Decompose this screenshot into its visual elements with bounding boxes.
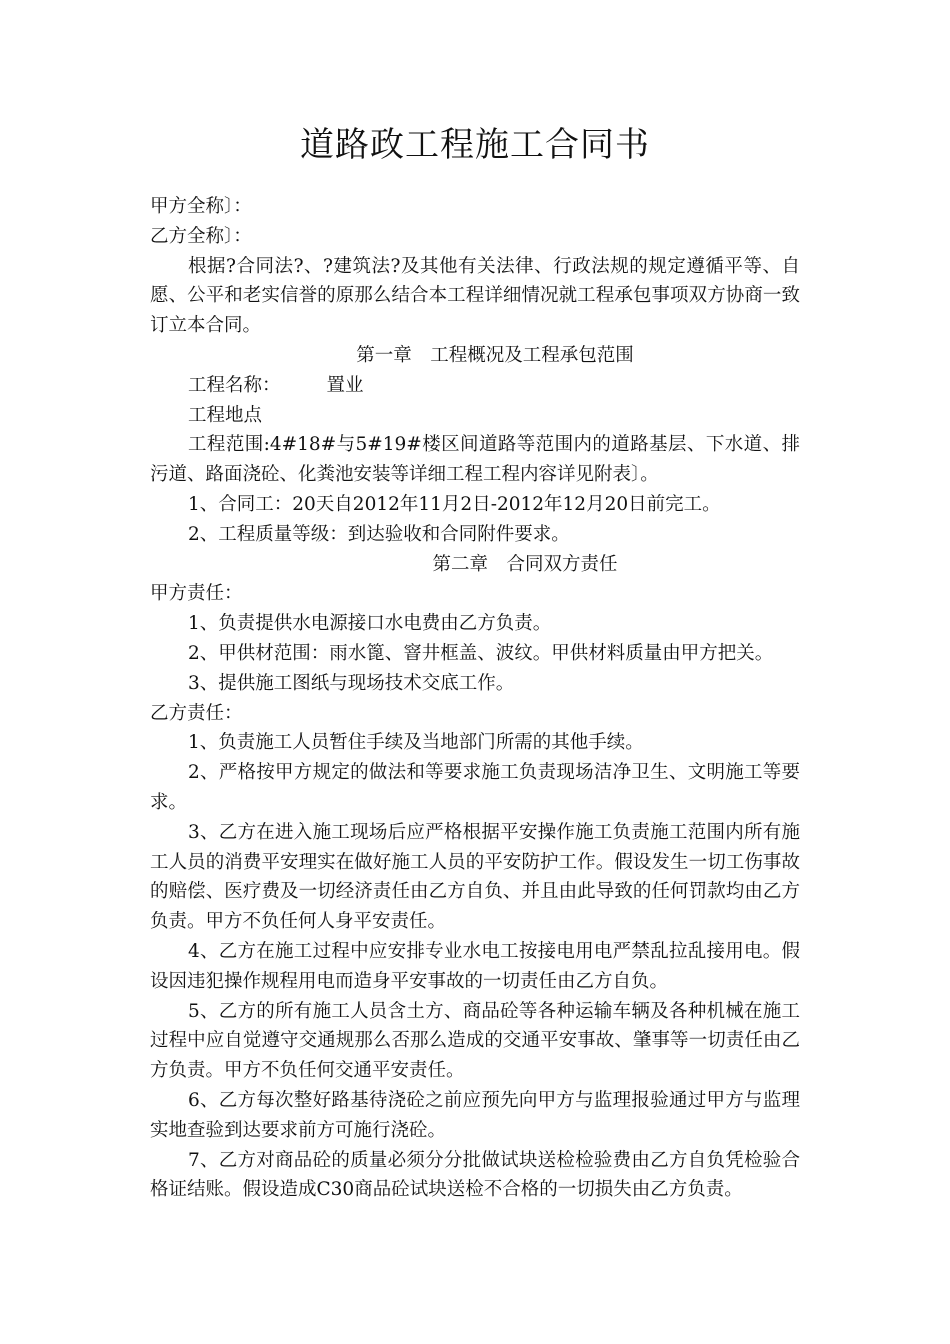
- party-b-duty-item: 3、乙方在进入施工现场后应严格根据平安操作施工负责施工范围内所有施工人员的消费平安理实在做好施工人员的平安防护工作。假设发生一切工伤事故的赔偿、医疗费及一切经济责任由乙方自负、并且由此导致的任何罚款均由乙方负责。甲方不负任何人身平安责任。: [150, 821, 800, 933]
- document-body: [150, 192, 800, 1205]
- project-name-label: 工程名称：: [188, 374, 281, 396]
- party-b-duties-label: 乙方责任：: [150, 702, 243, 724]
- party-a-duty-item: 1、负责提供水电源接口水电费由乙方负责。: [188, 613, 552, 635]
- project-scope: 工程范围:4#18#与5#19#楼区间道路等范围内的道路基层、下水道、排污道、路面浇砼、化粪池安装等详细工程工程内容详见附表〕。: [150, 434, 800, 486]
- contract-period: 1、合同工：20天自2012年11月2日-2012年12月20日前完工。: [188, 493, 721, 515]
- project-name-line: [150, 371, 800, 401]
- project-name-value: 置业: [326, 374, 364, 396]
- chapter-1-heading: 第一章 工程概况及工程承包范围: [356, 344, 634, 366]
- party-a-duties-label: 甲方责任：: [150, 583, 243, 605]
- party-a-label: 甲方全称〕：: [150, 196, 252, 217]
- preamble: 根据?合同法?、?建筑法?及其他有关法律、行政法规的规定遵循平等、自愿、公平和老实信誉的原那么结合本工程详细情况就工程承包事项双方协商一致订立本合同。: [150, 255, 800, 337]
- party-b-duty-item: 4、乙方在施工过程中应安排专业水电工按接电用电严禁乱拉乱接用电。假设因违犯操作规程用电而造身平安事故的一切责任由乙方自负。: [150, 940, 800, 992]
- party-b-duty-item: 7、乙方对商品砼的质量必须分分批做试块送检检验费由乙方自负凭检验合格证结账。假设造成C30商品砼试块送检不合格的一切损失由乙方负责。: [150, 1149, 800, 1201]
- party-b-duty-item: 1、负责施工人员暂住手续及当地部门所需的其他手续。: [188, 732, 644, 754]
- party-b-duty-item: 5、乙方的所有施工人员含土方、商品砼等各种运输车辆及各种机械在施工过程中应自觉遵守交通规那么否那么造成的交通平安事故、肇事等一切责任由乙方负责。甲方不负任何交通平安责任。: [150, 1000, 800, 1082]
- party-b-duty-item: 2、严格按甲方规定的做法和等要求施工负责现场洁净卫生、文明施工等要求。: [150, 762, 800, 813]
- quality-grade: 2、工程质量等级：到达验收和合同附件要求。: [188, 523, 570, 545]
- party-b-duty-item: 6、乙方每次整好路基待浇砼之前应预先向甲方与监理报验通过甲方与监理实地查验到达要求前方可施行浇砼。: [150, 1089, 800, 1141]
- party-a-duty-item: 2、甲供材范围：雨水篦、窨井框盖、波纹。甲供材料质量由甲方把关。: [188, 642, 774, 664]
- party-a-duty-item: 3、提供施工图纸与现场技术交底工作。: [188, 672, 515, 694]
- document-title: 道路政工程施工合同书: [300, 125, 650, 165]
- chapter-2-heading: 第二章 合同双方责任: [432, 553, 618, 575]
- project-location-label: 工程地点: [188, 404, 263, 426]
- party-b-label: 乙方全称〕：: [150, 225, 252, 247]
